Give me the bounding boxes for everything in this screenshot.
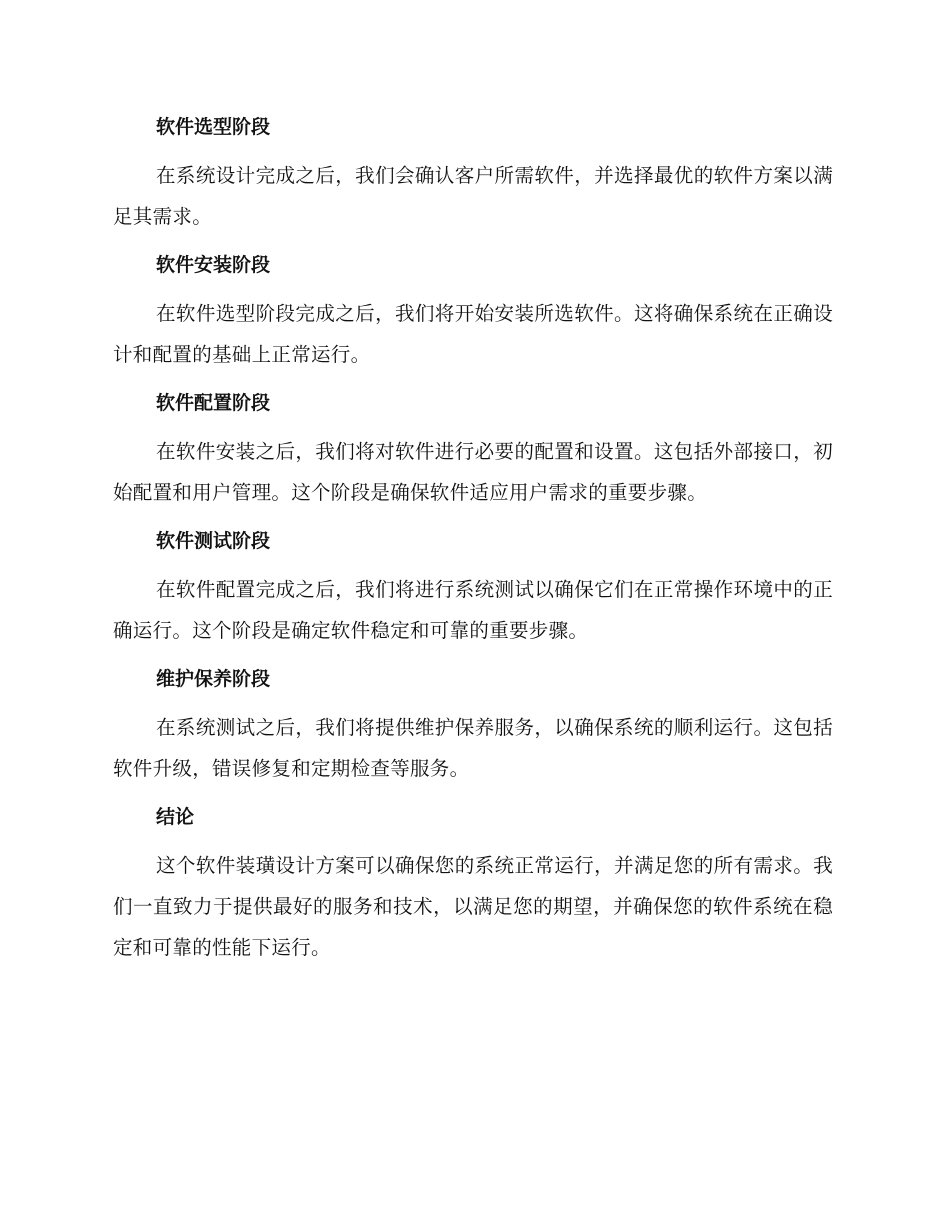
section-paragraph: 在软件安装之后，我们将对软件进行必要的配置和设置。这包括外部接口，初始配置和用户管理。这个阶段是确保软件适应用户需求的重要步骤。 [113,440,833,504]
section-heading: 结论 [156,806,195,828]
section-software-selection [113,112,833,237]
section-paragraph: 在软件选型阶段完成之后，我们将开始安装所选软件。这将确保系统在正确设计和配置的基础上正常运行。 [113,302,833,366]
section-paragraph: 在系统测试之后，我们将提供维护保养服务，以确保系统的顺利运行。这包括软件升级，错误修复和定期检查等服务。 [113,716,833,780]
section-paragraph: 在系统设计完成之后，我们会确认客户所需软件，并选择最优的软件方案以满足其需求。 [113,164,833,228]
section-software-configuration [113,388,833,513]
section-paragraph: 在软件配置完成之后，我们将进行系统测试以确保它们在正常操作环境中的正确运行。这个阶段是确定软件稳定和可靠的重要步骤。 [113,578,833,642]
section-heading: 软件安装阶段 [156,254,271,276]
section-heading: 软件配置阶段 [156,392,271,414]
section-paragraph: 这个软件装璜设计方案可以确保您的系统正常运行，并满足您的所有需求。我们一直致力于提供最好的服务和技术，以满足您的期望，并确保您的软件系统在稳定和可靠的性能下运行。 [113,854,833,959]
section-conclusion [113,802,833,968]
section-heading: 软件测试阶段 [156,530,271,552]
section-software-installation [113,250,833,375]
section-software-testing [113,526,833,651]
section-heading: 维护保养阶段 [156,668,271,690]
section-maintenance [113,664,833,789]
section-heading: 软件选型阶段 [156,116,271,138]
document-page [113,112,833,981]
